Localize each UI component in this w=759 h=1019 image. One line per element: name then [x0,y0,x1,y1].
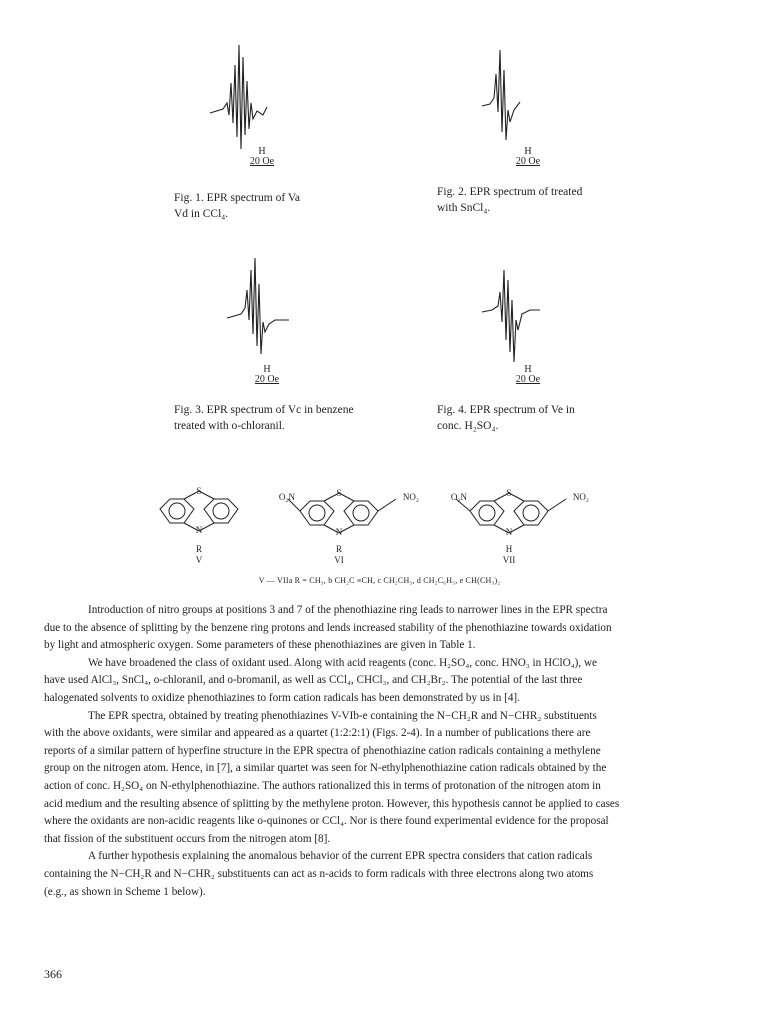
fig3-scale [247,365,287,385]
field-direction-label: H [263,364,271,375]
fig4-caption [437,402,575,434]
fig2-scale [508,147,548,167]
scale-value: 20 Oe [249,156,275,167]
structure-vii-s: S [506,488,512,498]
scale-value: 20 Oe [515,156,541,167]
fig3-spectrum [225,258,305,358]
structure-vi-left: O₂N [278,492,296,502]
fig1-scale [242,147,282,167]
text-line: by light and atmospheric oxygen. Some parameters of these phenothiazines are given in Table 1. [44,639,476,652]
text-line: with the above oxidants, were similar and appeared as a quartet (1:2:2:1) (Figs. 2-4). In a number of publications there are [44,727,591,740]
fig4-spectrum [480,270,550,370]
text-line: The EPR spectra, obtained by treating phenothiazines V-VIb-e containing the N−CH₂R and N−CHR₂ substituents [88,709,597,722]
caption-line: conc. H₂SO₄. [437,420,499,432]
field-direction-label: H [524,146,532,157]
structure-drawings [150,485,610,545]
paragraph [44,708,712,849]
scale-value: 20 Oe [254,374,280,385]
fig4-scale [508,365,548,385]
structure-vi-s: S [336,488,342,498]
text-line: Introduction of nitro groups at positions 3 and 7 of the phenothiazine ring leads to narrower lines in the EPR spectra [88,604,608,616]
field-direction-label: H [258,146,266,157]
text-line: reports of a similar pattern of hyperfine structure in the EPR spectra of phenothiazine cation radicals containing a methylene [44,744,601,757]
text-line: acid medium and the resulting absence of splitting by the methylene proton. However, this hypothesis cannot be applied to cases [44,797,620,810]
caption-line: treated with o-chloranil. [174,420,285,432]
structure-v-sub: R [195,544,202,554]
text-line: group on the nitrogen atom. Hence, in [7], a similar quartet was seen for N-ethylphenothiazine cation radicals obtained by the [44,762,607,775]
text-line: We have broadened the class of oxidant used. Along with acid reagents (conc. H₂SO₄, conc. HNO₃ in HClO₄), we [88,656,597,669]
structure-vi-n: N [335,527,343,537]
text-line: have used AlCl₃, SnCl₄, o-chloranil, and o-bromanil, as well as CCl₄, CHCl₃, and CH₂Br₂. The potential of the last three [44,674,583,687]
text-line: (e.g., as shown in Scheme 1 below). [44,885,206,898]
fig2-caption [437,184,582,216]
structure-v-label: V [195,555,203,565]
paragraph [44,848,712,901]
fig1-spectrum [205,45,285,155]
structure-vi-right: NO₂ [402,492,420,502]
caption-line: Fig. 3. EPR spectrum of Vc in benzene [174,404,354,416]
body-text [44,602,712,901]
page-number: 366 [44,967,62,981]
text-line: due to the absence of splitting by the benzene ring protons and lends increased stability of the phenothiazine towards oxidation [44,621,612,634]
structure-v-n: N [195,525,203,535]
caption-line: Fig. 2. EPR spectrum of treated [437,186,583,198]
text-line: containing the N−CH₂R and N−CHR₂ substituents can act as n-acids to form radicals with three electrons along two atoms [44,867,594,880]
caption-line: Vd in CCl₄. [174,208,229,220]
fig3-caption [174,402,354,434]
fig2-spectrum [480,50,540,150]
structure-v-s: S [196,486,202,496]
text-line: halogenated solvents to oxidize phenothiazines to form cation radicals has been demonstrated by us in [4]. [44,691,520,704]
text-line: that fission of the substituent occurs from the nitrogen atom [8]. [44,832,331,845]
scale-value: 20 Oe [515,374,541,385]
text-line: action of conc. H₂SO₄ on N-ethylphenothiazine. The authors rationalized this in terms of protonation of the nitrogen atom in [44,779,601,792]
structure-vii-sub: H [505,544,513,554]
paragraph [44,655,712,708]
field-direction-label: H [524,364,532,375]
fig1-caption [174,190,300,222]
structure-vii-left: O₂N [450,492,468,502]
structure-vi-sub: R [335,544,342,554]
structure-legend: V — VIIa R = CH₃, b CH₂C ≡CH, c CH₂CH₃, d CH₂C₆H₅, e CH(CH₃)₂ [258,576,501,585]
paragraph [44,602,712,655]
caption-line: Fig. 1. EPR spectrum of Va [174,192,300,204]
structure-vi-label: VI [334,555,344,565]
caption-line: Fig. 4. EPR spectrum of Ve in [437,404,575,416]
structure-vii-right: NO₂ [572,492,590,502]
structure-vii-n: N [505,527,513,537]
caption-line: with SnCl₄. [437,202,491,214]
text-line: where the oxidants are non-acidic reagents like o-quinones or CCl₄. Nor is there found experimental evidence for the proposal [44,815,609,828]
text-line: A further hypothesis explaining the anomalous behavior of the current EPR spectra considers that cation radicals [88,850,593,863]
structure-vii-label: VII [502,555,516,565]
